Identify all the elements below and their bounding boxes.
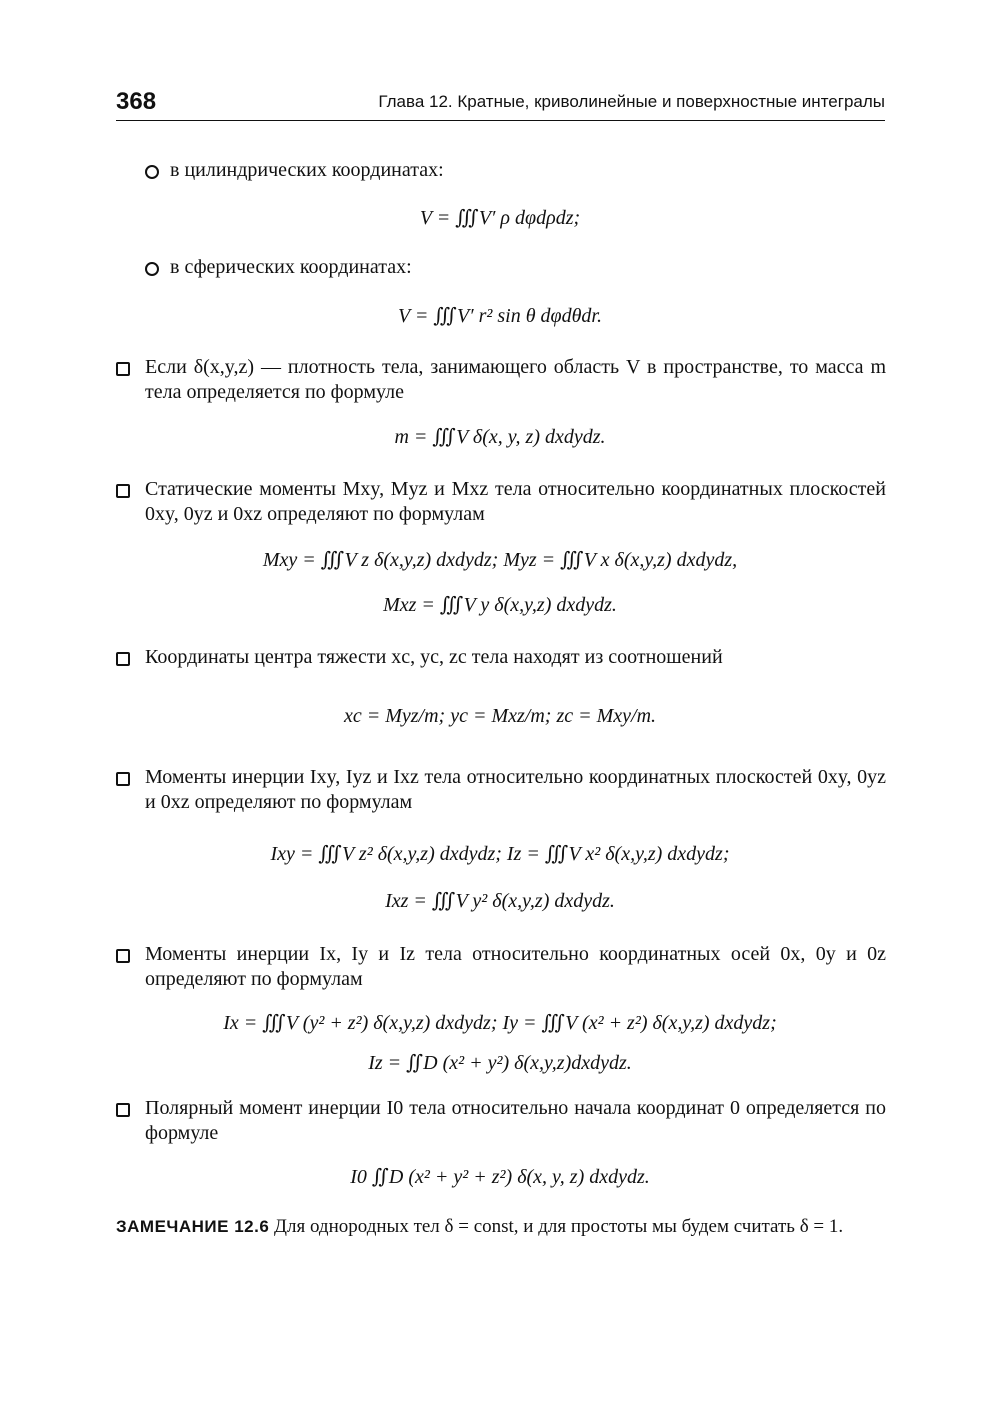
static-moments-paragraph: Статические моменты Mxy, Myz и Mxz тела относительно координатных плоскостей 0xy, 0yz и 0xz определяют по формулам [145,478,886,525]
inertia-planes-paragraph: Моменты инерции Ixy, Iyz и Ixz тела относительно координатных плоскостей 0xy, 0yz и 0xz определяют по формулам [145,766,886,813]
cylindrical-item: в цилиндрических координатах: [170,159,444,181]
mass-paragraph: Если δ(x,y,z) — плотность тела, занимающего область V в пространстве, то масса m тела определяется по формуле [145,356,886,403]
polar-moment-formula: I0 ∬D (x² + y² + z²) δ(x, y, z) dxdydz. [350,1166,650,1188]
inertia-axes-paragraph: Моменты инерции Ix, Iy и Iz тела относительно координатных осей 0x, 0y и 0z определяют по формулам [145,943,886,990]
running-head: Глава 12. Кратные, криволинейные и поверхностные интегралы [378,92,885,111]
remark [116,1214,886,1239]
remark-text: Для однородных тел δ = const, и для простоты мы будем считать δ = 1. [274,1216,844,1237]
static-moments-formula-2: Mxz = ∭V y δ(x,y,z) dxdydz. [383,594,617,616]
cylindrical-formula: V = ∭V′ ρ dφdρdz; [419,207,581,229]
inertia-planes-formula-1: Ixy = ∭V z² δ(x,y,z) dxdydz; Iz = ∭V x² δ(x,y,z) dxdydz; [270,843,730,865]
center-of-mass-paragraph: Координаты центра тяжести xc, yc, zc тела находят из соотношений [145,646,723,668]
square-bullet-icon [116,362,130,376]
polar-moment-paragraph: Полярный момент инерции I0 тела относительно начала координат 0 определяется по формуле [145,1097,886,1144]
spherical-item: в сферических координатах: [170,256,412,278]
remark-label: ЗАМЕЧАНИЕ 12.6 [116,1217,270,1236]
static-moments-formula-1: Mxy = ∭V z δ(x,y,z) dxdydz; Myz = ∭V x δ(x,y,z) dxdydz, [262,549,738,571]
square-bullet-icon [116,1103,130,1117]
center-of-mass-formula: xc = Myz/m; yc = Mxz/m; zc = Mxy/m. [343,705,657,727]
square-bullet-icon [116,652,130,666]
circle-bullet-icon [145,262,159,276]
header-rule [116,120,885,121]
mass-formula: m = ∭V δ(x, y, z) dxdydz. [394,426,606,448]
square-bullet-icon [116,484,130,498]
page-number: 368 [116,88,157,115]
inertia-axes-formula-2: Iz = ∬D (x² + y²) δ(x,y,z)dxdydz. [368,1052,632,1074]
inertia-axes-formula-1: Ix = ∭V (y² + z²) δ(x,y,z) dxdydz; Iy = ∭V (x² + z²) δ(x,y,z) dxdydz; [223,1012,777,1034]
inertia-planes-formula-2: Ixz = ∭V y² δ(x,y,z) dxdydz. [385,890,615,912]
square-bullet-icon [116,949,130,963]
spherical-formula: V = ∭V′ r² sin θ dφdθdr. [398,305,602,327]
square-bullet-icon [116,772,130,786]
circle-bullet-icon [145,165,159,179]
